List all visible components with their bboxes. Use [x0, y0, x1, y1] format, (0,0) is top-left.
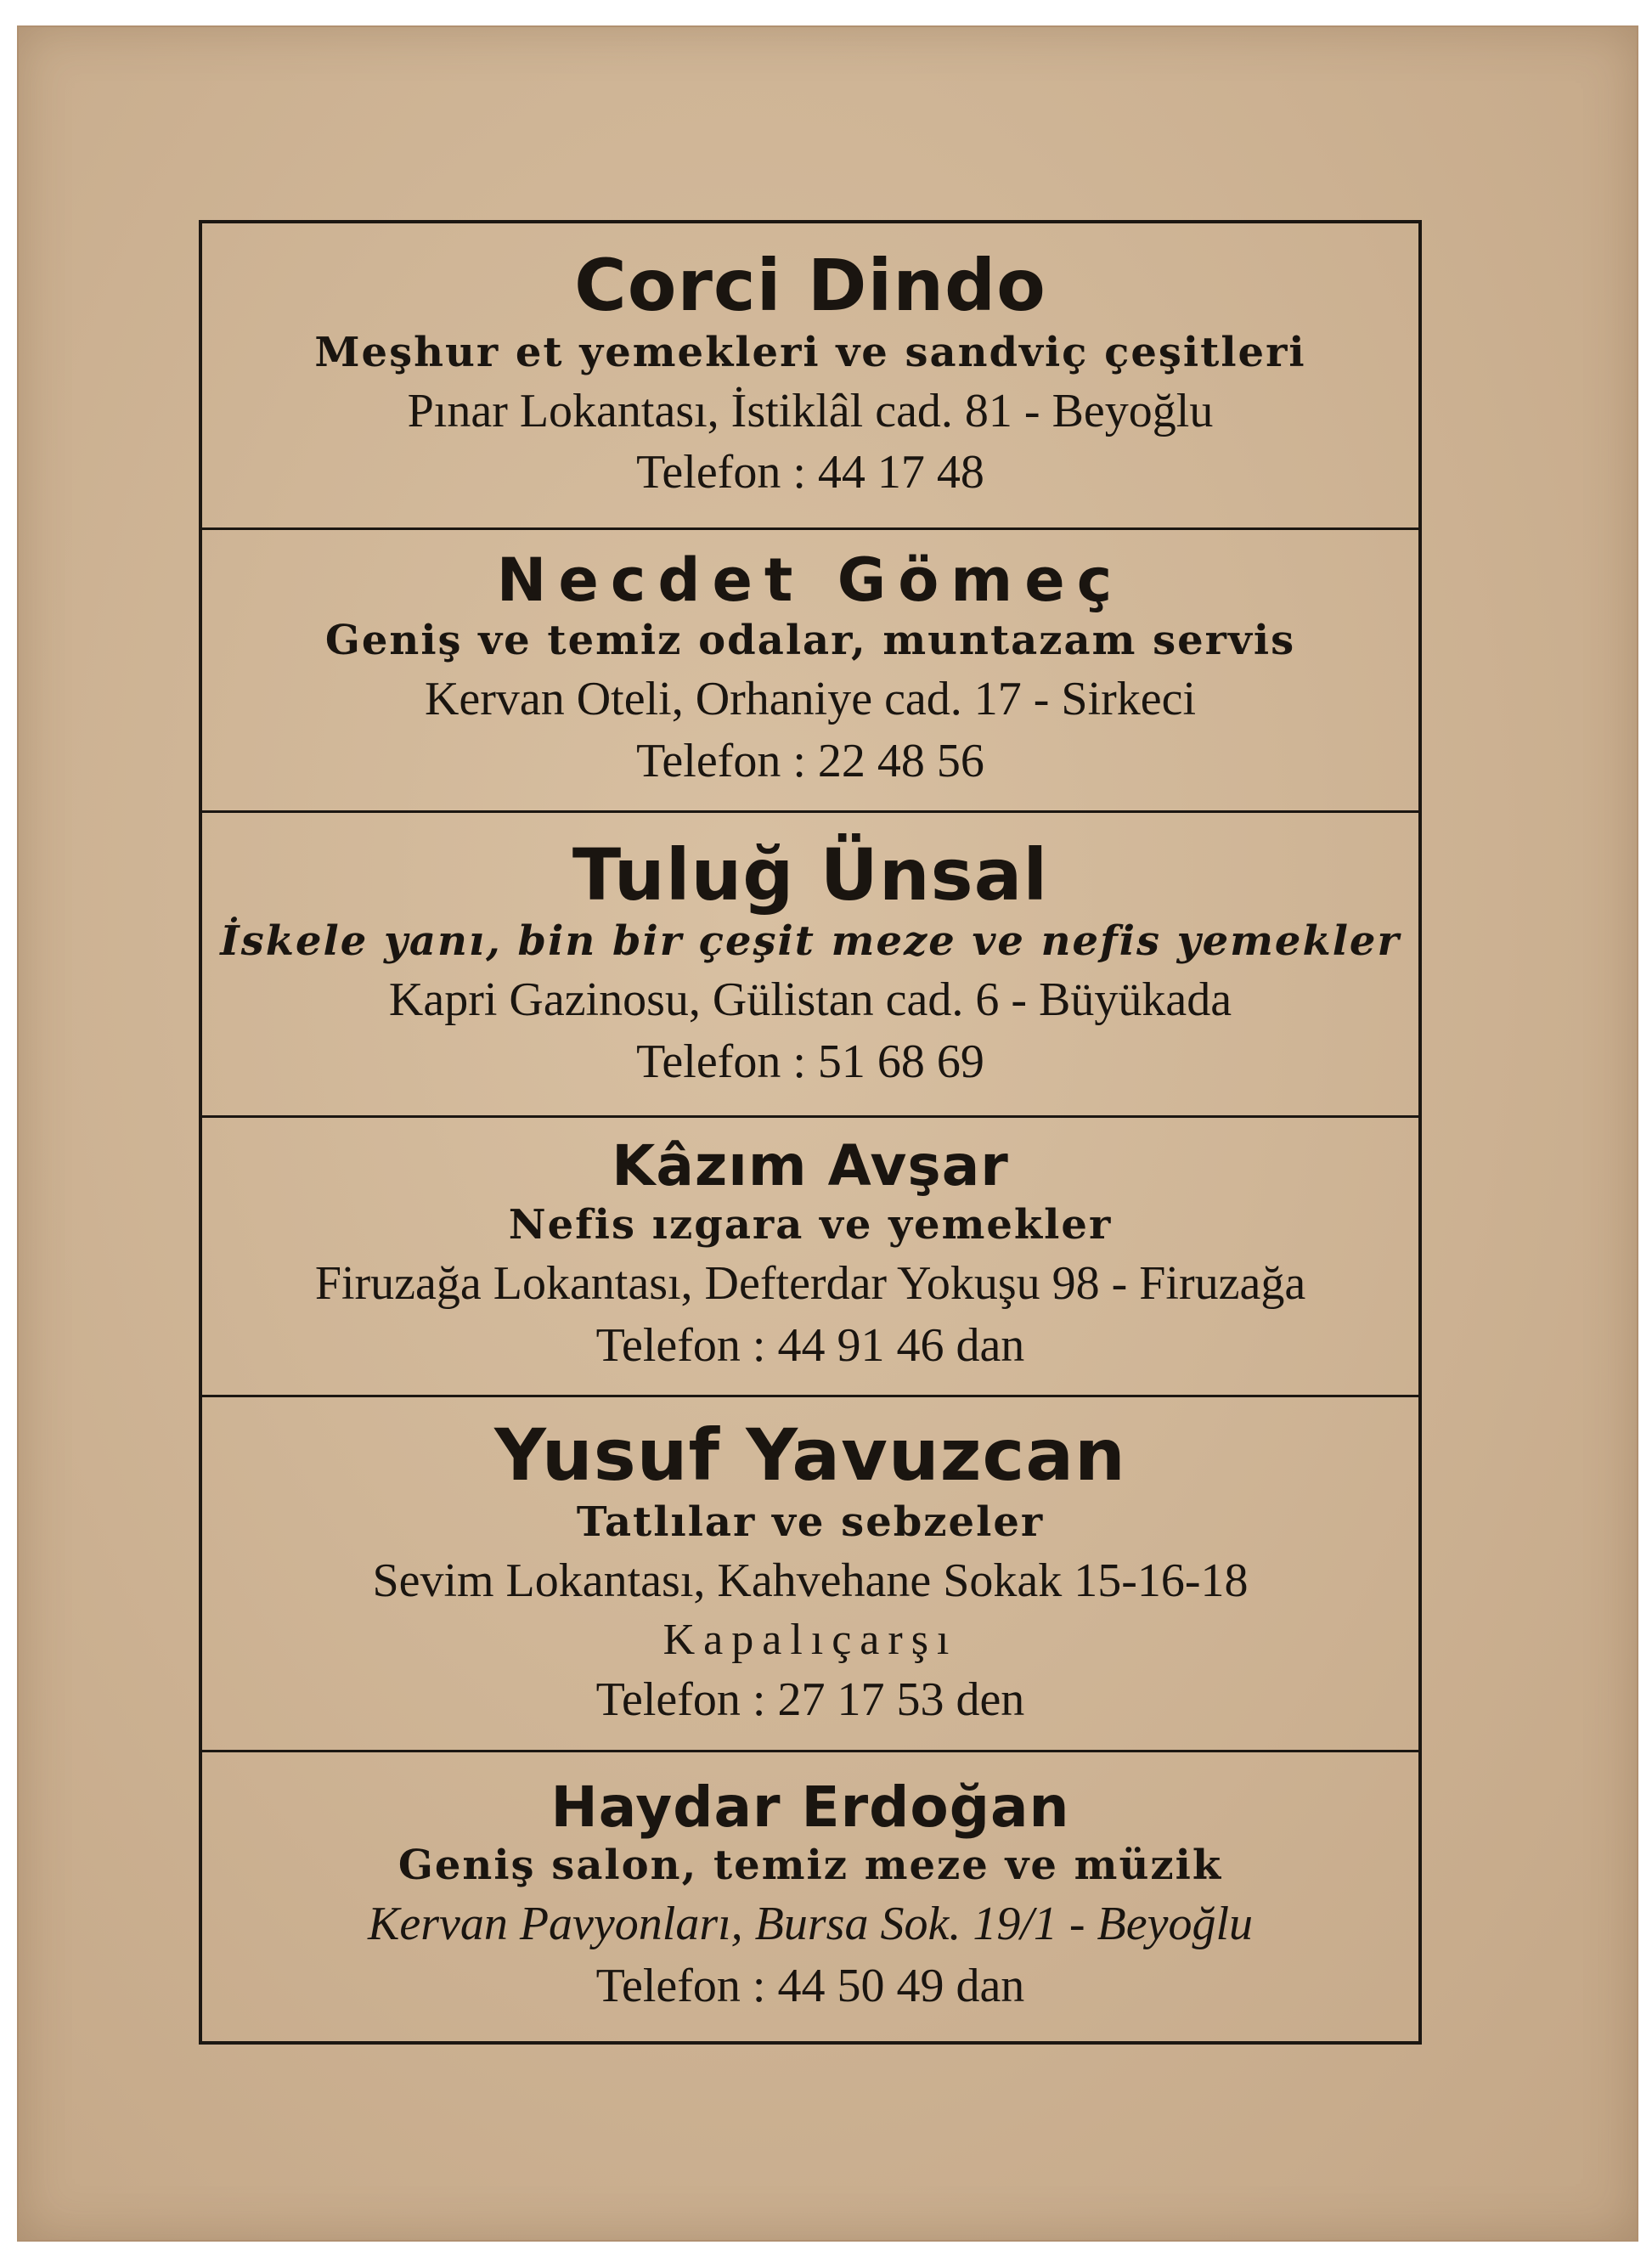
- ad-description: Nefis ızgara ve yemekler: [508, 1201, 1113, 1249]
- ad-yusuf-yavuzcan: [202, 1397, 1418, 1752]
- ad-name: Kâzım Avşar: [612, 1133, 1009, 1199]
- ad-name: Yusuf Yavuzcan: [494, 1413, 1126, 1498]
- ad-corci-dindo: [202, 223, 1418, 530]
- ad-description: Geniş salon, temiz meze ve müzik: [397, 1842, 1223, 1890]
- ad-phone: Telefon : 44 91 46 dan: [595, 1318, 1025, 1372]
- ad-description: Meşhur et yemekleri ve sandviç çeşitleri: [314, 328, 1306, 376]
- ad-address: Pınar Lokantası, İstiklâl cad. 81 - Beyoğlu: [407, 384, 1214, 437]
- ad-address: Kervan Oteli, Orhaniye cad. 17 - Sirkeci: [424, 673, 1197, 726]
- ad-address: Sevim Lokantası, Kahvehane Sokak 15-16-18: [372, 1554, 1249, 1607]
- ad-address: Kervan Pavyonları, Bursa Sok. 19/1 - Beyoğlu: [367, 1898, 1253, 1951]
- ad-haydar-erdogan: [202, 1752, 1418, 2041]
- ad-description: Tatlılar ve sebzeler: [576, 1498, 1045, 1546]
- ad-tulug-unsal: [202, 813, 1418, 1118]
- advertisement-frame: [199, 220, 1422, 2045]
- ad-extra-location: Kapalıçarşı: [662, 1616, 958, 1665]
- ad-description: Geniş ve temiz odalar, muntazam servis: [324, 617, 1296, 665]
- ad-name: Haydar Erdoğan: [550, 1774, 1070, 1840]
- ad-phone: Telefon : 44 17 48: [636, 446, 984, 499]
- ad-kazim-avsar: [202, 1118, 1418, 1397]
- ad-address: Firuzağa Lokantası, Defterdar Yokuşu 98 - Firuzağa: [314, 1256, 1306, 1310]
- ad-description: İskele yanı, bin bir çeşit meze ve nefis yemekler: [220, 917, 1401, 966]
- ad-address: Kapri Gazinosu, Gülistan cad. 6 - Büyükada: [388, 973, 1232, 1027]
- ad-necdet-gomec: [202, 530, 1418, 814]
- ad-name: Tuluğ Ünsal: [572, 832, 1049, 917]
- paper-page: [17, 25, 1638, 2242]
- ad-phone: Telefon : 27 17 53 den: [595, 1673, 1025, 1726]
- ad-name: Corci Dindo: [574, 244, 1046, 328]
- ad-phone: Telefon : 51 68 69: [636, 1035, 984, 1088]
- ad-phone: Telefon : 22 48 56: [636, 734, 984, 787]
- ad-phone: Telefon : 44 50 49 dan: [595, 1959, 1025, 2012]
- ad-name: Necdet Gömeç: [496, 545, 1125, 616]
